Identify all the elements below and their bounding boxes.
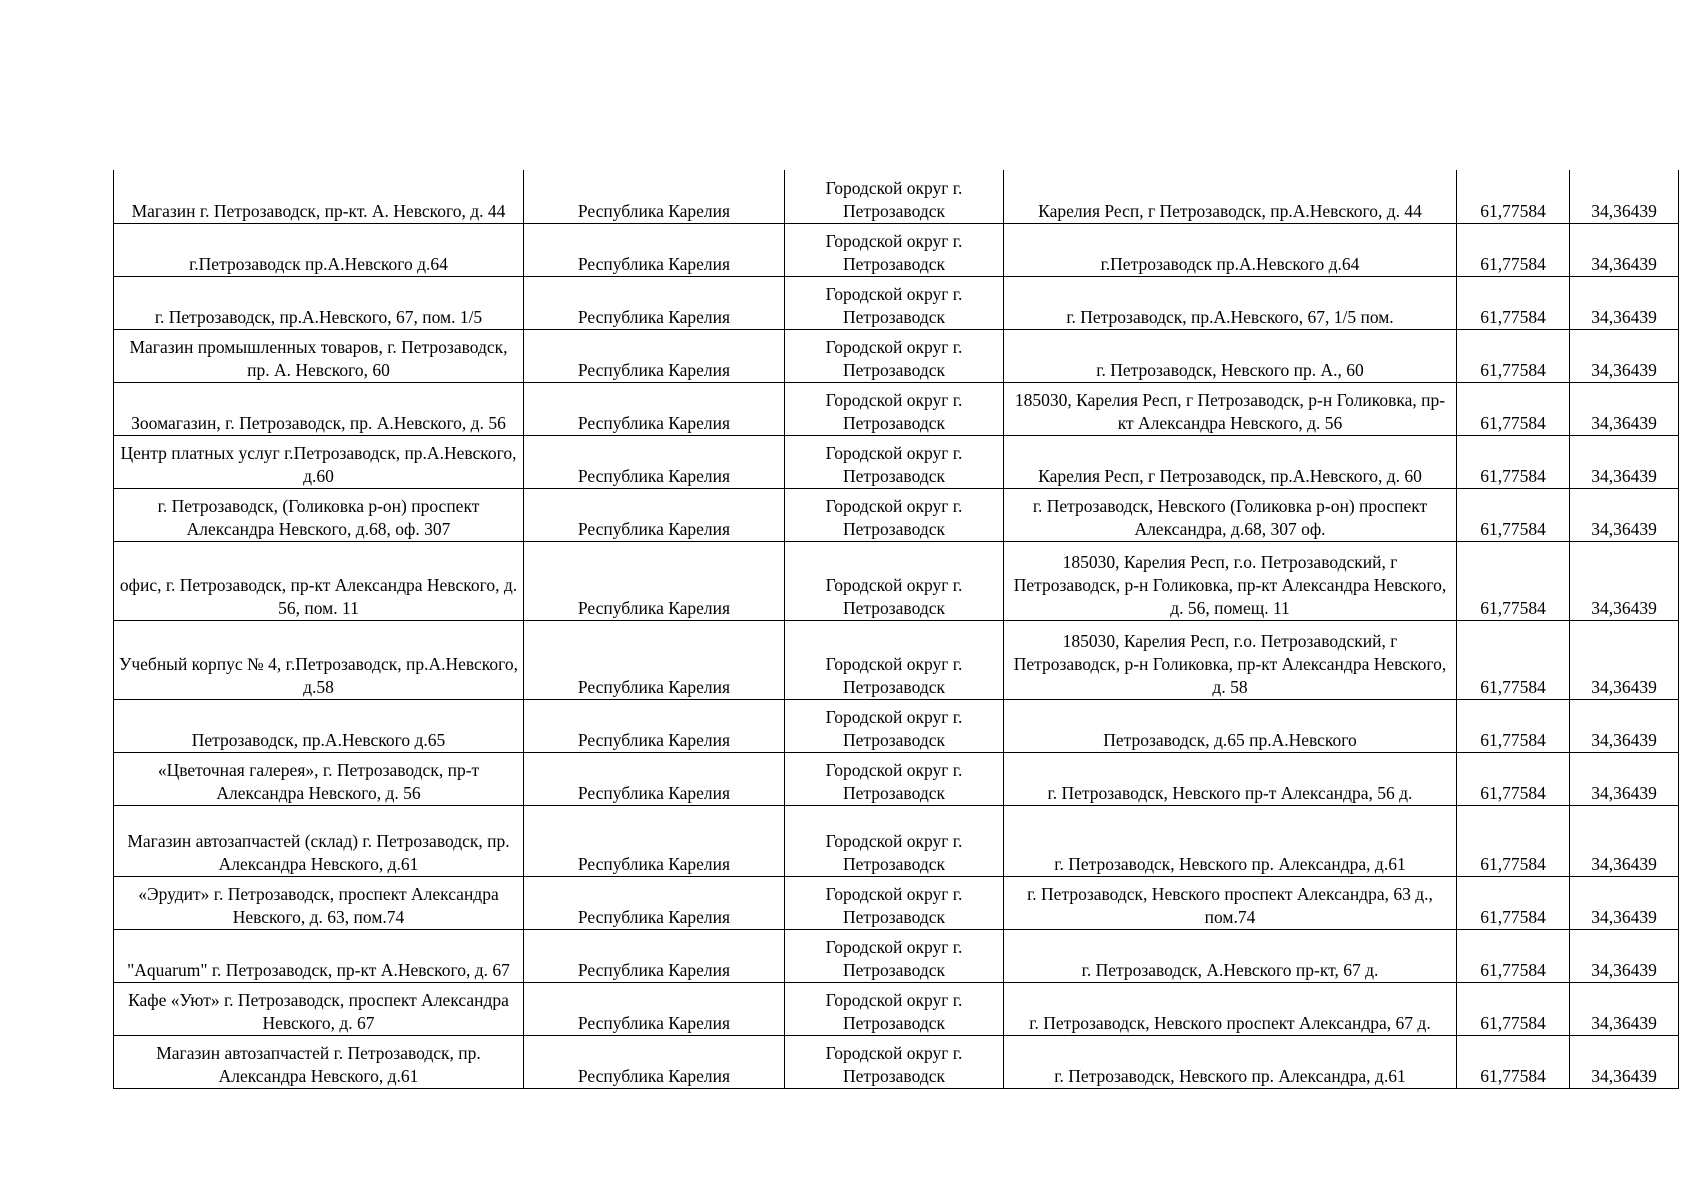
object-name-cell: «Эрудит» г. Петрозаводск, проспект Александра Невского, д. 63, пом.74	[114, 876, 524, 929]
latitude-cell: 61,77584	[1457, 223, 1570, 276]
region-cell: Республика Карелия	[524, 276, 785, 329]
address-cell: Петрозаводск, д.65 пр.А.Невского	[1004, 699, 1457, 752]
latitude-cell: 61,77584	[1457, 276, 1570, 329]
object-name-cell: Магазин автозапчастей г. Петрозаводск, пр. Александра Невского, д.61	[114, 1035, 524, 1088]
longitude-cell: 34,36439	[1570, 752, 1679, 805]
document-sheet	[113, 170, 1678, 1089]
region-cell: Республика Карелия	[524, 223, 785, 276]
address-cell: г. Петрозаводск, Невского проспект Александра, 67 д.	[1004, 982, 1457, 1035]
latitude-cell: 61,77584	[1457, 541, 1570, 620]
table-row	[114, 982, 1679, 1035]
address-cell: г. Петрозаводск, Невского проспект Александра, 63 д., пом.74	[1004, 876, 1457, 929]
object-name-cell: «Цветочная галерея», г. Петрозаводск, пр-т Александра Невского, д. 56	[114, 752, 524, 805]
address-cell: 185030, Карелия Респ, г Петрозаводск, р-н Голиковка, пр-кт Александра Невского, д. 56	[1004, 382, 1457, 435]
object-name-cell: офис, г. Петрозаводск, пр-кт Александра Невского, д. 56, пом. 11	[114, 541, 524, 620]
object-name-cell: г. Петрозаводск, пр.А.Невского, 67, пом. 1/5	[114, 276, 524, 329]
latitude-cell: 61,77584	[1457, 1035, 1570, 1088]
region-cell: Республика Карелия	[524, 329, 785, 382]
table-row	[114, 699, 1679, 752]
region-cell: Республика Карелия	[524, 170, 785, 223]
latitude-cell: 61,77584	[1457, 805, 1570, 876]
latitude-cell: 61,77584	[1457, 170, 1570, 223]
latitude-cell: 61,77584	[1457, 982, 1570, 1035]
longitude-cell: 34,36439	[1570, 170, 1679, 223]
district-cell: Городской округ г. Петрозаводск	[785, 982, 1004, 1035]
object-name-cell: "Aquarum" г. Петрозаводск, пр-кт А.Невского, д. 67	[114, 929, 524, 982]
latitude-cell: 61,77584	[1457, 620, 1570, 699]
object-name-cell: Магазин автозапчастей (склад) г. Петрозаводск, пр. Александра Невского, д.61	[114, 805, 524, 876]
table-row	[114, 876, 1679, 929]
region-cell: Республика Карелия	[524, 435, 785, 488]
latitude-cell: 61,77584	[1457, 752, 1570, 805]
table-row	[114, 276, 1679, 329]
district-cell: Городской округ г. Петрозаводск	[785, 223, 1004, 276]
longitude-cell: 34,36439	[1570, 541, 1679, 620]
latitude-cell: 61,77584	[1457, 876, 1570, 929]
region-cell: Республика Карелия	[524, 1035, 785, 1088]
district-cell: Городской округ г. Петрозаводск	[785, 699, 1004, 752]
table-body	[114, 170, 1679, 1088]
latitude-cell: 61,77584	[1457, 382, 1570, 435]
object-name-cell: г.Петрозаводск пр.А.Невского д.64	[114, 223, 524, 276]
longitude-cell: 34,36439	[1570, 876, 1679, 929]
address-cell: г. Петрозаводск, А.Невского пр-кт, 67 д.	[1004, 929, 1457, 982]
address-cell: г. Петрозаводск, Невского (Голиковка р-он) проспект Александра, д.68, 307 оф.	[1004, 488, 1457, 541]
latitude-cell: 61,77584	[1457, 488, 1570, 541]
table-row	[114, 1035, 1679, 1088]
region-cell: Республика Карелия	[524, 541, 785, 620]
latitude-cell: 61,77584	[1457, 699, 1570, 752]
longitude-cell: 34,36439	[1570, 382, 1679, 435]
table-row	[114, 752, 1679, 805]
district-cell: Городской округ г. Петрозаводск	[785, 170, 1004, 223]
address-cell: Карелия Респ, г Петрозаводск, пр.А.Невского, д. 60	[1004, 435, 1457, 488]
district-cell: Городской округ г. Петрозаводск	[785, 276, 1004, 329]
table-row	[114, 170, 1679, 223]
address-cell: г. Петрозаводск, пр.А.Невского, 67, 1/5 пом.	[1004, 276, 1457, 329]
district-cell: Городской округ г. Петрозаводск	[785, 1035, 1004, 1088]
object-name-cell: Центр платных услуг г.Петрозаводск, пр.А.Невского, д.60	[114, 435, 524, 488]
district-cell: Городской округ г. Петрозаводск	[785, 752, 1004, 805]
district-cell: Городской округ г. Петрозаводск	[785, 620, 1004, 699]
region-cell: Республика Карелия	[524, 805, 785, 876]
table-row	[114, 929, 1679, 982]
longitude-cell: 34,36439	[1570, 276, 1679, 329]
region-cell: Республика Карелия	[524, 752, 785, 805]
table-row	[114, 805, 1679, 876]
longitude-cell: 34,36439	[1570, 1035, 1679, 1088]
region-cell: Республика Карелия	[524, 620, 785, 699]
district-cell: Городской округ г. Петрозаводск	[785, 488, 1004, 541]
region-cell: Республика Карелия	[524, 488, 785, 541]
district-cell: Городской округ г. Петрозаводск	[785, 876, 1004, 929]
longitude-cell: 34,36439	[1570, 620, 1679, 699]
longitude-cell: 34,36439	[1570, 805, 1679, 876]
longitude-cell: 34,36439	[1570, 329, 1679, 382]
region-cell: Республика Карелия	[524, 982, 785, 1035]
longitude-cell: 34,36439	[1570, 929, 1679, 982]
longitude-cell: 34,36439	[1570, 488, 1679, 541]
table-row	[114, 382, 1679, 435]
address-cell: 185030, Карелия Респ, г.о. Петрозаводский, г Петрозаводск, р-н Голиковка, пр-кт Александра Невского, д. 56, помещ. 11	[1004, 541, 1457, 620]
address-registry-table	[113, 170, 1679, 1089]
table-row	[114, 329, 1679, 382]
district-cell: Городской округ г. Петрозаводск	[785, 805, 1004, 876]
table-row	[114, 435, 1679, 488]
longitude-cell: 34,36439	[1570, 699, 1679, 752]
district-cell: Городской округ г. Петрозаводск	[785, 929, 1004, 982]
region-cell: Республика Карелия	[524, 699, 785, 752]
address-cell: 185030, Карелия Респ, г.о. Петрозаводский, г Петрозаводск, р-н Голиковка, пр-кт Александра Невского, д. 58	[1004, 620, 1457, 699]
district-cell: Городской округ г. Петрозаводск	[785, 541, 1004, 620]
region-cell: Республика Карелия	[524, 876, 785, 929]
object-name-cell: Магазин промышленных товаров, г. Петрозаводск, пр. А. Невского, 60	[114, 329, 524, 382]
address-cell: Карелия Респ, г Петрозаводск, пр.А.Невского, д. 44	[1004, 170, 1457, 223]
address-cell: г.Петрозаводск пр.А.Невского д.64	[1004, 223, 1457, 276]
object-name-cell: Учебный корпус № 4, г.Петрозаводск, пр.А.Невского, д.58	[114, 620, 524, 699]
address-cell: г. Петрозаводск, Невского пр. Александра, д.61	[1004, 805, 1457, 876]
region-cell: Республика Карелия	[524, 382, 785, 435]
address-cell: г. Петрозаводск, Невского пр. А., 60	[1004, 329, 1457, 382]
object-name-cell: Магазин г. Петрозаводск, пр-кт. А. Невского, д. 44	[114, 170, 524, 223]
district-cell: Городской округ г. Петрозаводск	[785, 435, 1004, 488]
latitude-cell: 61,77584	[1457, 929, 1570, 982]
region-cell: Республика Карелия	[524, 929, 785, 982]
latitude-cell: 61,77584	[1457, 329, 1570, 382]
longitude-cell: 34,36439	[1570, 223, 1679, 276]
object-name-cell: Петрозаводск, пр.А.Невского д.65	[114, 699, 524, 752]
table-row	[114, 488, 1679, 541]
table-row	[114, 541, 1679, 620]
address-cell: г. Петрозаводск, Невского пр-т Александра, 56 д.	[1004, 752, 1457, 805]
object-name-cell: Зоомагазин, г. Петрозаводск, пр. А.Невского, д. 56	[114, 382, 524, 435]
object-name-cell: Кафе «Уют» г. Петрозаводск, проспект Александра Невского, д. 67	[114, 982, 524, 1035]
longitude-cell: 34,36439	[1570, 435, 1679, 488]
longitude-cell: 34,36439	[1570, 982, 1679, 1035]
object-name-cell: г. Петрозаводск, (Голиковка р-он) проспект Александра Невского, д.68, оф. 307	[114, 488, 524, 541]
district-cell: Городской округ г. Петрозаводск	[785, 329, 1004, 382]
address-cell: г. Петрозаводск, Невского пр. Александра, д.61	[1004, 1035, 1457, 1088]
district-cell: Городской округ г. Петрозаводск	[785, 382, 1004, 435]
table-row	[114, 223, 1679, 276]
table-row	[114, 620, 1679, 699]
latitude-cell: 61,77584	[1457, 435, 1570, 488]
